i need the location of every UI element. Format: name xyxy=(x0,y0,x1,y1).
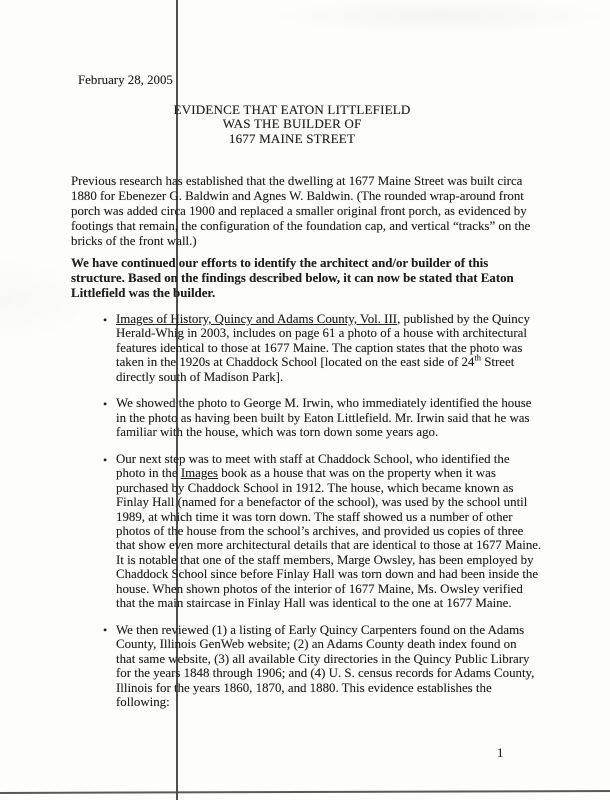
text-line: 1989, at which time it was torn down. The staff showed us a number of other xyxy=(116,509,513,524)
text-line: WAS THE BUILDER OF xyxy=(222,116,362,132)
document-date: February 28, 2005 xyxy=(78,73,173,87)
text-line: EVIDENCE THAT EATON LITTLEFIELD xyxy=(173,102,411,117)
text-line: following: xyxy=(116,694,170,709)
text-line: We have continued our efforts to identify the architect and/or builder of this xyxy=(71,256,489,270)
text-line: bricks of the front wall.) xyxy=(71,234,197,248)
intro-paragraph xyxy=(71,174,530,249)
text-line: It is notable that one of the staff members, Marge Owsley, has been employed by xyxy=(116,552,534,567)
text-line: • Our next step was to meet with staff at Chaddock School, who identified the xyxy=(116,452,510,467)
text-line: 1677 MAINE STREET xyxy=(228,130,356,146)
text-line: house. When shown photos of the interior of 1677 Maine, Ms. Owsley verified xyxy=(116,581,523,596)
text-line: • We then reviewed (1) a listing of Early Quincy Carpenters found on the Adams xyxy=(116,622,525,637)
text-line: that the main staircase in Finlay Hall was identical to the one at 1677 Maine. xyxy=(116,596,512,611)
text-line xyxy=(116,352,541,370)
text-line: • We showed the photo to George M. Irwin, who immediately identified the house xyxy=(116,396,532,411)
text-line: County, Illinois GenWeb website; (2) an Adams County death index found on xyxy=(116,637,517,652)
text-line: 1880 for Ebenezer G. Baldwin and Agnes W. Baldwin. (The rounded wrap-around front xyxy=(71,189,524,203)
text-segment: book as a house that was on the property when it was xyxy=(218,466,496,481)
text-line: familiar with the house, which was torn down some years ago. xyxy=(116,425,439,440)
text-segment: Street xyxy=(480,355,515,370)
underlined-text: Images of History, Quincy and Adams County, Vol. III xyxy=(116,312,398,326)
conclusion-paragraph xyxy=(71,256,514,301)
text-line: Littlefield was the builder. xyxy=(71,286,216,300)
text-line: that show even more architectural details that are identical to those at 1677 Maine. xyxy=(116,538,542,553)
text-line: porch was added circa 1900 and replaced a smaller original front porch, as evidenced by xyxy=(71,204,527,218)
page-number: 1 xyxy=(497,746,504,760)
evidence-item xyxy=(103,312,541,384)
evidence-list xyxy=(103,312,541,722)
text-segment: taken in the 1920s at Chaddock School [located on the east side of 24 xyxy=(116,355,475,370)
text-line: structure. Based on the findings described below, it can now be stated that Eaton xyxy=(71,271,514,285)
text-segment: photo in the xyxy=(116,466,181,481)
text-line: Illinois for the years 1860, 1870, and 1880. This evidence establishes the xyxy=(116,680,492,695)
text-line: for the years 1848 through 1906; and (4) U. S. census records for Adams County, xyxy=(116,666,535,681)
text-line xyxy=(116,466,541,480)
text-line: in the photo as having been built by Eaton Littlefield. Mr. Irwin said that he was xyxy=(116,410,530,425)
text-line: purchased by Chaddock School in 1912. The house, which became known as xyxy=(116,480,514,495)
text-line: Herald-Whig in 2003, includes on page 61 a photo of a house with architectural xyxy=(116,326,527,341)
underlined-text: Images xyxy=(180,466,219,481)
text-line: that same website, (3) all available City directories in the Quincy Public Library xyxy=(116,651,530,666)
text-segment: , published by the Quincy xyxy=(397,312,530,326)
text-line xyxy=(116,312,541,326)
text-line: photos of the house from the school’s archives, and provided us copies of three xyxy=(116,524,524,539)
document-title xyxy=(72,103,512,146)
text-line: Finlay Hall (named for a benefactor of the school), was used by the school until xyxy=(116,495,528,510)
text-line: Previous research has established that the dwelling at 1677 Maine Street was built circa xyxy=(71,174,523,188)
text-line: directly south of Madison Park]. xyxy=(116,369,284,384)
text-line: footings that remain, the configuration of the foundation cap, and vertical “tracks” on the xyxy=(71,219,531,233)
text-line: Chaddock School since before Finlay Hall was torn down and had been inside the xyxy=(116,567,539,582)
evidence-item xyxy=(103,452,541,610)
text-line: features identical to those at 1677 Maine. The caption states that the photo was xyxy=(116,340,523,355)
superscript-text: th xyxy=(474,352,481,363)
scan-bottom-edge-line xyxy=(0,790,610,794)
evidence-item xyxy=(103,623,541,709)
evidence-item xyxy=(103,396,541,439)
